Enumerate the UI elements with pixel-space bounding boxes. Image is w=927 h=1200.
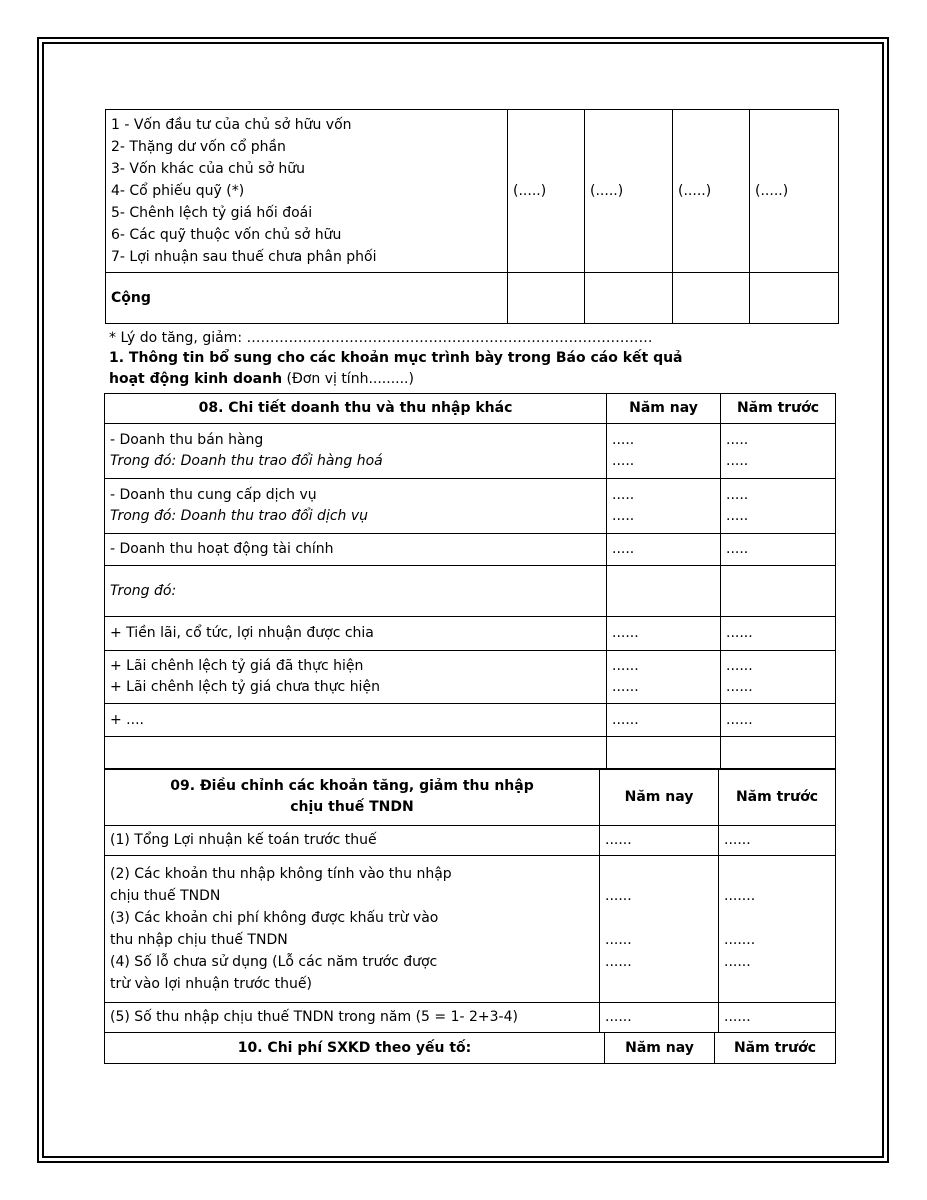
equity-items-row (106, 110, 839, 273)
table-10 (104, 1032, 836, 1064)
value-placeholder: ...... (612, 658, 639, 674)
table-row (105, 826, 836, 856)
equity-total-label: Cộng (106, 273, 508, 324)
value-placeholder: ...... (605, 888, 632, 904)
section1-subtitle (109, 370, 414, 388)
equity-items-cell (106, 110, 508, 273)
row-label: + Lãi chênh lệch tỷ giá chưa thực hiện (110, 679, 380, 695)
row-sublabel: Trong đó: Doanh thu trao đổi dịch vụ (110, 508, 369, 524)
row-label: - Doanh thu bán hàng (110, 432, 264, 448)
row-label: - Doanh thu hoạt động tài chính (105, 534, 607, 566)
value-placeholder: ...... (719, 826, 836, 856)
row-label: (5) Số thu nhập chịu thuế TNDN trong năm (5 = 1- 2+3-4) (105, 1003, 600, 1033)
table-row (105, 566, 836, 617)
equity-item: 3- Vốn khác của chủ sở hữu (111, 161, 306, 177)
row-label: (4) Số lỗ chưa sử dụng (Lỗ các năm trước được (110, 954, 438, 970)
value-placeholder: ....... (724, 932, 756, 948)
equity-item: 4- Cổ phiếu quỹ (*) (111, 183, 245, 199)
row-label: trừ vào lợi nhuận trước thuế) (110, 976, 312, 992)
table-row (105, 424, 836, 479)
value-placeholder: ..... (726, 453, 749, 469)
equity-item: 1 - Vốn đầu tư của chủ sở hữu vốn (111, 117, 352, 133)
col-previous-year: Năm trước (719, 769, 836, 826)
value-placeholder: ...... (612, 679, 639, 695)
equity-item: 6- Các quỹ thuộc vốn chủ sở hữu (111, 227, 342, 243)
table-09-header (105, 769, 836, 826)
value-placeholder: ..... (612, 508, 635, 524)
table-row (105, 704, 836, 737)
value-placeholder: ..... (612, 432, 635, 448)
table-row (105, 651, 836, 704)
value-placeholder: ...... (605, 954, 632, 970)
spacer (605, 863, 713, 885)
table-row-empty (105, 737, 836, 770)
title-line: 09. Điều chỉnh các khoản tăng, giảm thu nhập (170, 778, 534, 794)
row-label: (3) Các khoản chi phí không được khấu trừ vào (110, 910, 439, 926)
table-10-title: 10. Chi phí SXKD theo yếu tố: (105, 1033, 605, 1064)
spacer (605, 907, 713, 929)
row-label: chịu thuế TNDN (110, 888, 221, 904)
section1-unit: (Đơn vị tính.........) (282, 371, 414, 387)
col-previous-year: Năm trước (721, 394, 836, 424)
value-placeholder: ...... (605, 932, 632, 948)
value-placeholder: ...... (724, 954, 751, 970)
equity-value: (.....) (585, 110, 673, 273)
row-label: + Lãi chênh lệch tỷ giá đã thực hiện (110, 658, 364, 674)
equity-total-row (106, 273, 839, 324)
row-label: Trong đó: (105, 566, 607, 617)
title-line: chịu thuế TNDN (290, 799, 414, 815)
value-placeholder: ...... (721, 704, 836, 737)
value-placeholder: ...... (600, 826, 719, 856)
value-placeholder: ..... (607, 534, 721, 566)
row-label: + Tiền lãi, cổ tức, lợi nhuận được chia (105, 617, 607, 651)
equity-value: (.....) (673, 110, 750, 273)
col-current-year: Năm nay (605, 1033, 715, 1064)
row-label: (2) Các khoản thu nhập không tính vào thu nhập (110, 866, 452, 882)
table-row (105, 856, 836, 1003)
value-placeholder: ..... (726, 487, 749, 503)
equity-item: 7- Lợi nhuận sau thuế chưa phân phối (111, 249, 377, 265)
table-row (105, 617, 836, 651)
row-label: (1) Tổng Lợi nhuận kế toán trước thuế (105, 826, 600, 856)
value-placeholder: ...... (721, 617, 836, 651)
spacer (724, 863, 830, 885)
value-placeholder: ..... (726, 432, 749, 448)
row-label: + .... (105, 704, 607, 737)
value-placeholder: ....... (724, 888, 756, 904)
value-placeholder: ...... (607, 617, 721, 651)
value-placeholder: ...... (726, 679, 753, 695)
table-row (105, 534, 836, 566)
table-09-title (105, 769, 600, 826)
row-label: thu nhập chịu thuế TNDN (110, 932, 288, 948)
spacer (724, 907, 830, 929)
col-current-year: Năm nay (607, 394, 721, 424)
col-current-year: Năm nay (600, 769, 719, 826)
table-row (105, 479, 836, 534)
reason-line: * Lý do tăng, giảm: …………………………………………………………………………… (109, 330, 653, 346)
value-placeholder: ...... (607, 704, 721, 737)
equity-value: (.....) (508, 110, 585, 273)
spacer (724, 973, 830, 995)
value-placeholder: ...... (719, 1003, 836, 1033)
equity-value: (.....) (750, 110, 839, 273)
equity-table (105, 109, 839, 324)
equity-item: 5- Chênh lệch tỷ giá hối đoái (111, 205, 313, 221)
value-placeholder: ...... (726, 658, 753, 674)
value-placeholder: ..... (612, 487, 635, 503)
value-placeholder: ..... (721, 534, 836, 566)
table-08-title: 08. Chi tiết doanh thu và thu nhập khác (105, 394, 607, 424)
value-placeholder: ...... (600, 1003, 719, 1033)
equity-item: 2- Thặng dư vốn cổ phần (111, 139, 286, 155)
table-08-header (105, 394, 836, 424)
table-row (105, 1003, 836, 1033)
table-10-header (105, 1033, 836, 1064)
row-label: - Doanh thu cung cấp dịch vụ (110, 487, 317, 503)
table-08 (104, 393, 836, 770)
spacer (605, 973, 713, 995)
section1-subtitle-bold: hoạt động kinh doanh (109, 371, 283, 387)
col-previous-year: Năm trước (715, 1033, 836, 1064)
row-sublabel: Trong đó: Doanh thu trao đổi hàng hoá (110, 453, 383, 469)
section1-title: 1. Thông tin bổ sung cho các khoản mục trình bày trong Báo cáo kết quả (109, 350, 683, 366)
value-placeholder: ..... (612, 453, 635, 469)
value-placeholder: ..... (726, 508, 749, 524)
table-09 (104, 768, 836, 1033)
